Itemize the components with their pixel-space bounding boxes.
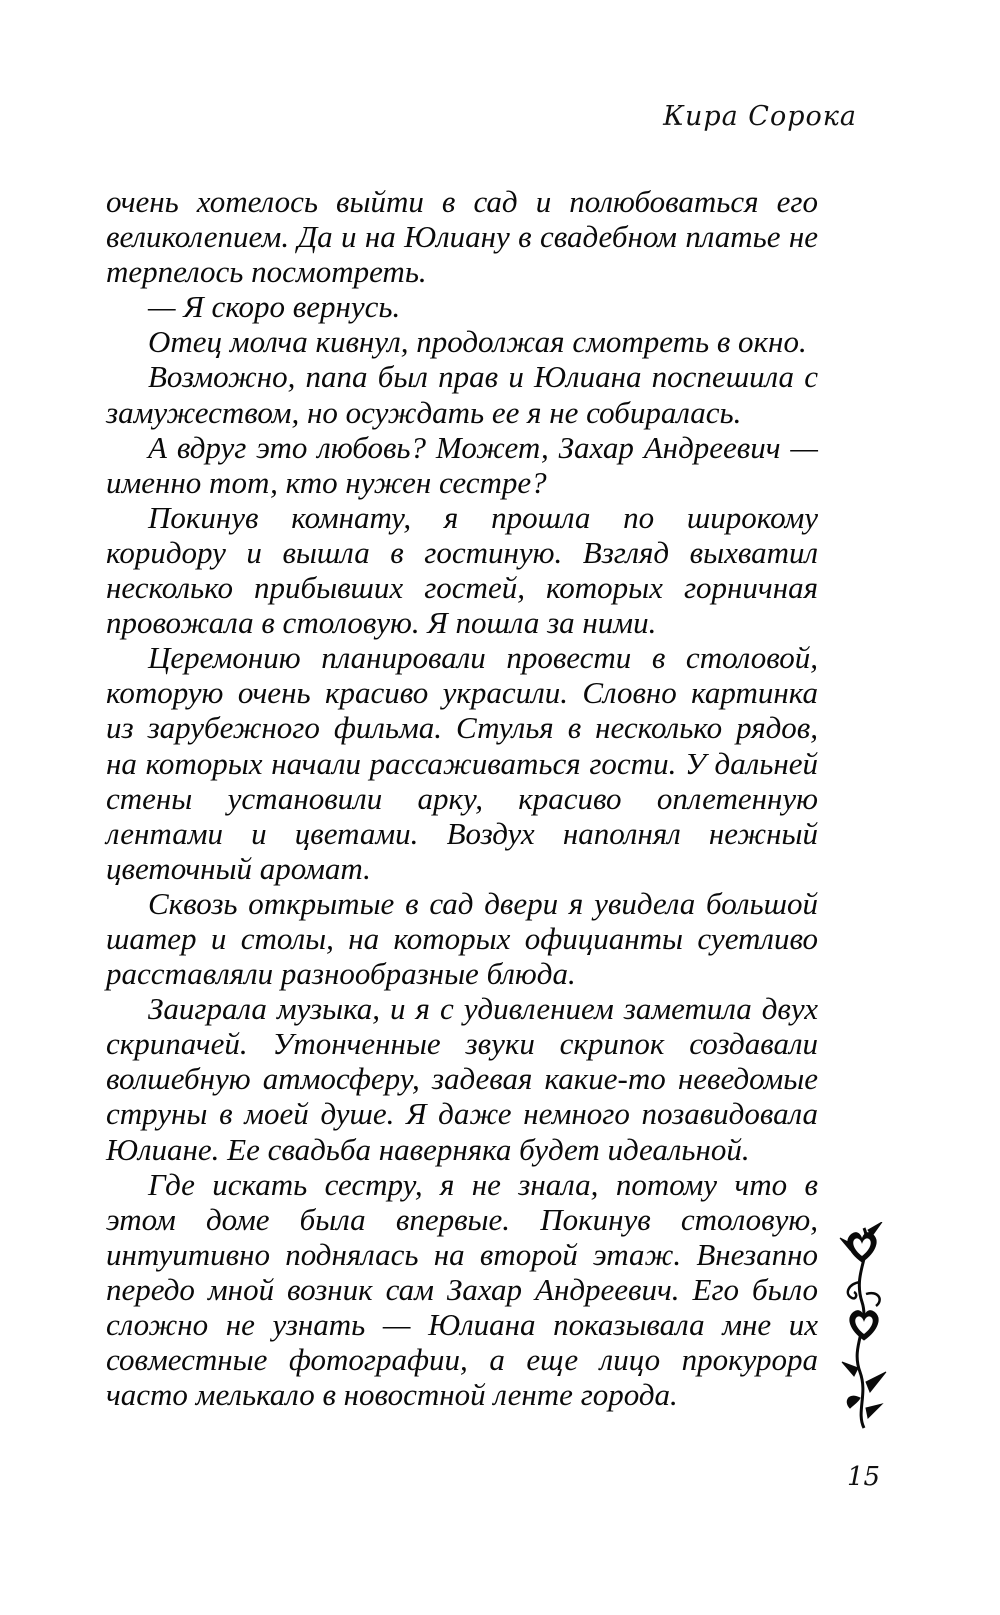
paragraph-9: Заиграла музыка, и я с удивлением заметила двух скрипачей. Утонченные звуки скрипок создавали волшебную атмосферу, задевая какие-то неведомые струны в моей душе. Я даже немного позавидовала Юлиане. Ее свадьба наверняка будет идеальной. [106,991,818,1167]
paragraph-2: — Я скоро вернусь. [148,289,401,325]
paragraph-5: А вдруг это любовь? Может, Захар Андреевич — именно тот, кто нужен сестре? [106,429,818,500]
heart-vine-icon [838,1222,890,1432]
paragraph-10: Где искать сестру, я не знала, потому что в этом доме была впервые. Покинув столовую, интуитивно поднялась на второй этаж. Внезапно передо мной возник сам Захар Андреевич. Его было сложно не узнать — Юлиана показывала мне их совместные фотографии, а еще лицо прокурора часто мелькало в новостной ленте города. [106,1166,818,1413]
paragraph-3: Отец молча кивнул, продолжая смотреть в окно. [148,324,807,360]
paragraph-1: очень хотелось выйти в сад и полюбоваться его великолепием. Да и на Юлиану в свадебном платье не терпелось посмотреть. [106,184,818,290]
paragraph-4: Возможно, папа был прав и Юлиана поспешила с замужеством, но осуждать ее я не собиралась. [106,359,818,430]
page-number: 15 [847,1462,881,1492]
paragraph-7: Церемонию планировали провести в столовой, которую очень красиво украсили. Словно картинка из зарубежного фильма. Стулья в несколько рядов, на которых начали рассаживаться гости. У дальней стены установили арку, красиво оплетенную лентами и цветами. Воздух наполнял нежный цветочный аромат. [106,640,818,886]
paragraph-6: Покинув комнату, я прошла по широкому коридору и вышла в гостиную. Взгляд выхватил несколько прибывших гостей, которых горничная провожала в столовую. Я пошла за ними. [106,499,818,641]
paragraph-8: Сквозь открытые в сад двери я увидела большой шатер и столы, на которых официанты суетливо расставляли разнообразные блюда. [106,885,818,992]
running-head-author: Кира Сорока [663,101,857,132]
body-text [106,184,818,1412]
